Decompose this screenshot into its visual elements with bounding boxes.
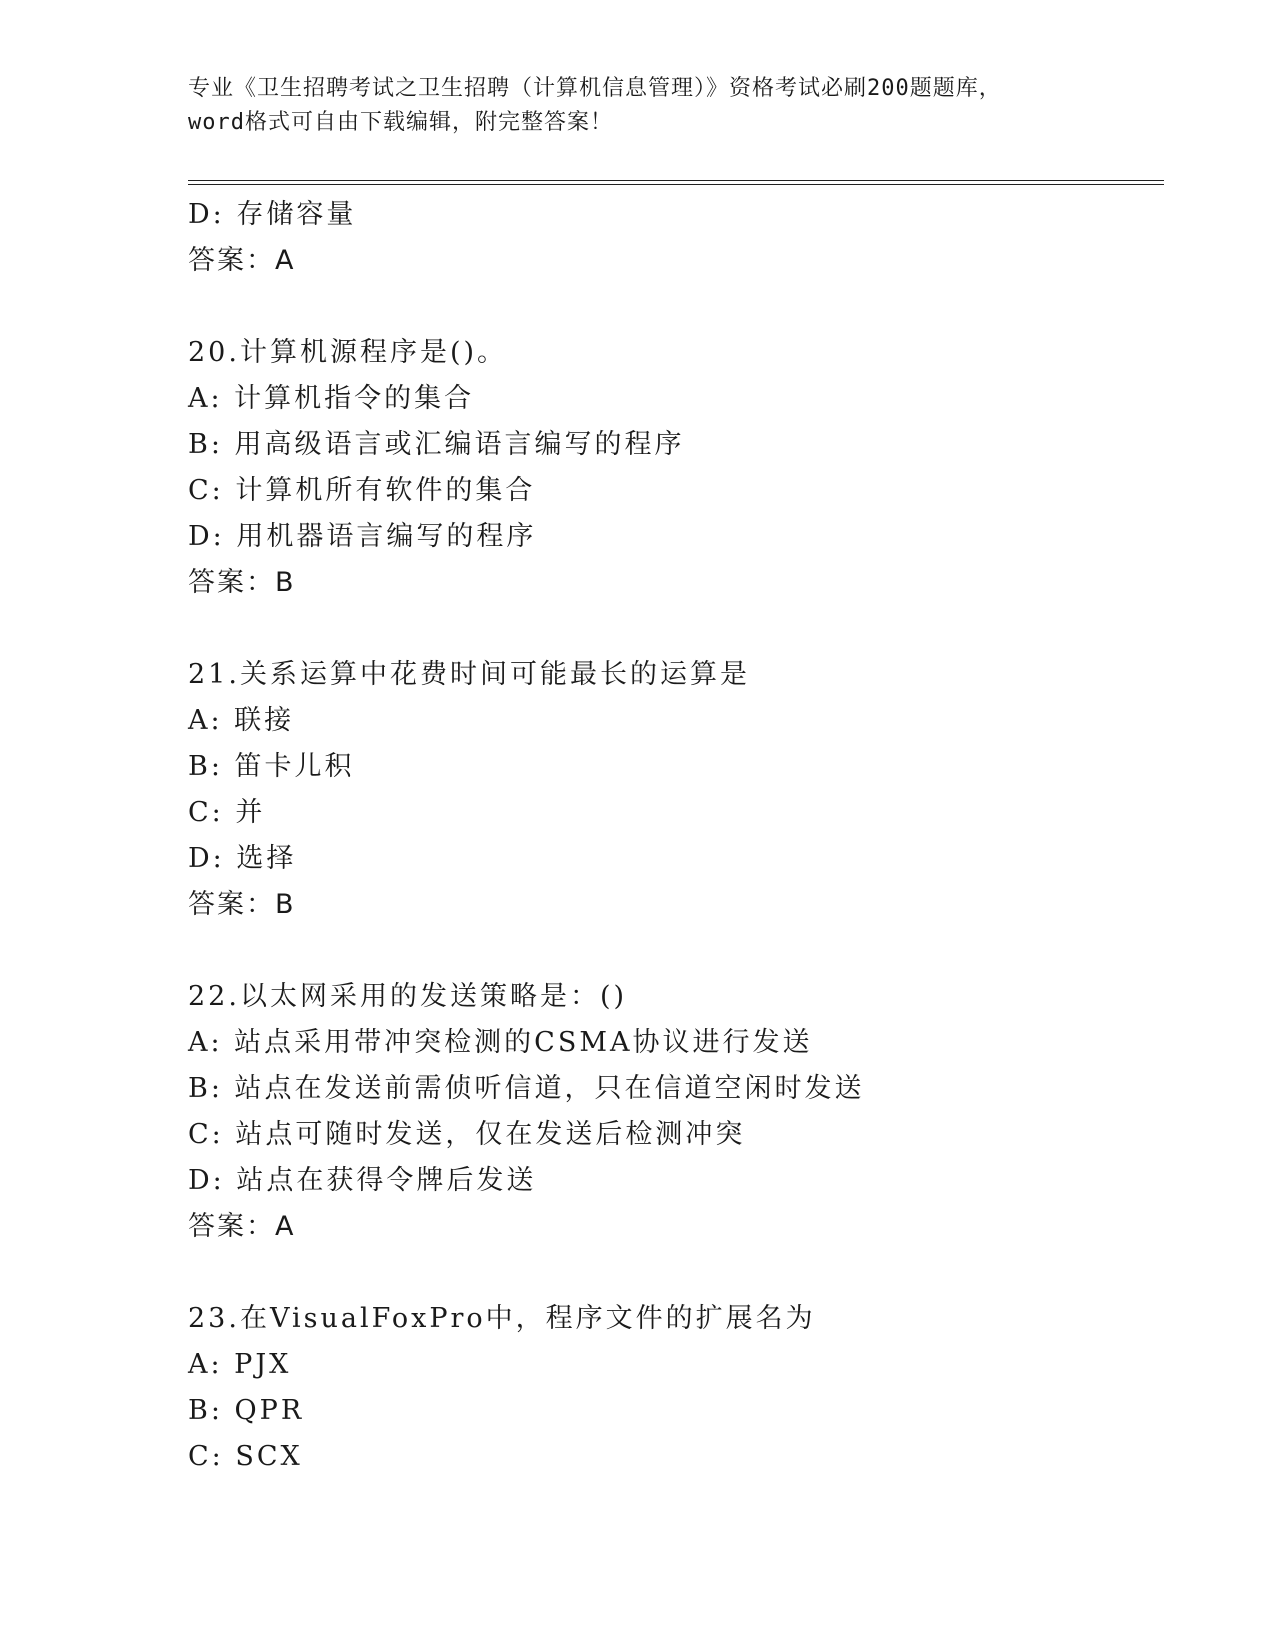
option-b: B: 笛卡儿积: [188, 751, 355, 782]
answer-line: 答案：B: [188, 889, 296, 920]
question-19-fragment: [188, 192, 1148, 284]
spacer: [188, 284, 1148, 330]
option-c: C: 站点可随时发送，仅在发送后检测冲突: [188, 1119, 746, 1150]
question-20: [188, 330, 1148, 606]
question-stem: 22.以太网采用的发送策略是：(): [188, 981, 628, 1012]
question-22: [188, 974, 1148, 1250]
option-c: C: SCX: [188, 1441, 303, 1472]
answer-line: 答案：B: [188, 567, 296, 598]
document-header: [188, 72, 1088, 140]
option-b: B: QPR: [188, 1395, 305, 1426]
question-21: [188, 652, 1148, 928]
option-a: A: 计算机指令的集合: [188, 383, 475, 414]
option-a: A: PJX: [188, 1349, 292, 1380]
header-title-line-2: word格式可自由下载编辑，附完整答案！: [188, 110, 613, 135]
option-d: D: 存储容量: [188, 199, 357, 230]
option-d: D: 用机器语言编写的程序: [188, 521, 537, 552]
spacer: [188, 1250, 1148, 1296]
option-c: C: 并: [188, 797, 266, 828]
spacer: [188, 606, 1148, 652]
question-list: [188, 192, 1148, 1480]
option-d: D: 选择: [188, 843, 297, 874]
option-a: A: 站点采用带冲突检测的CSMA协议进行发送: [188, 1027, 813, 1058]
question-stem: 20.计算机源程序是()。: [188, 337, 508, 368]
header-title-line-1: 专业《卫生招聘考试之卫生招聘（计算机信息管理）》资格考试必刷200题题库，: [188, 76, 1002, 101]
question-stem: 21.关系运算中花费时间可能最长的运算是: [188, 659, 750, 690]
option-b: B: 站点在发送前需侦听信道，只在信道空闲时发送: [188, 1073, 865, 1104]
question-23: [188, 1296, 1148, 1480]
answer-line: 答案：A: [188, 245, 296, 276]
question-stem: 23.在VisualFoxPro中，程序文件的扩展名为: [188, 1303, 816, 1334]
spacer: [188, 928, 1148, 974]
option-d: D: 站点在获得令牌后发送: [188, 1165, 537, 1196]
option-c: C: 计算机所有软件的集合: [188, 475, 536, 506]
answer-line: 答案：A: [188, 1211, 296, 1242]
header-divider: [188, 180, 1164, 185]
option-b: B: 用高级语言或汇编语言编写的程序: [188, 429, 685, 460]
option-a: A: 联接: [188, 705, 295, 736]
